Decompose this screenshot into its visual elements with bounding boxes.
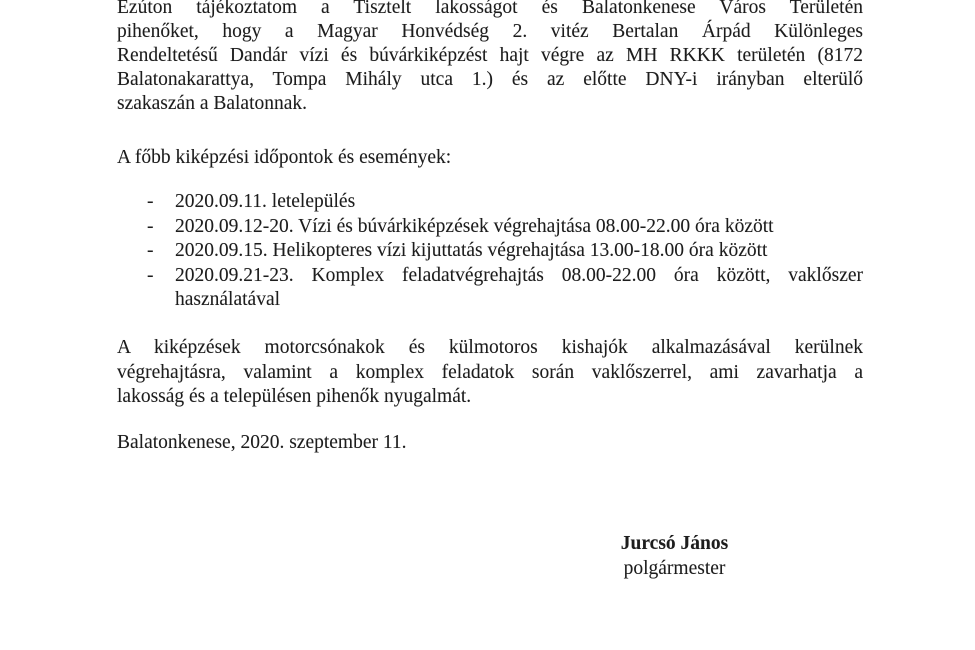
paragraph-line: végrehajtásra, valamint a komplex feladatok során vaklőszerrel, ami zavarhatja a: [117, 361, 863, 383]
paragraph-line: lakosság és a településen pihenők nyugalmát.: [117, 386, 472, 407]
schedule-item-text: használatával: [175, 289, 281, 310]
dateline: Balatonkenese, 2020. szeptember 11.: [117, 432, 407, 453]
paragraph-line: Balatonakarattya, Tompa Mihály utca 1.) és az előtte DNY-i irányban elterülő: [117, 69, 863, 90]
schedule-item-text: 2020.09.11. letelepülés: [175, 191, 356, 212]
signature-name: Jurcsó János: [620, 533, 729, 554]
paragraph-line: Ezúton tájékoztatom a Tisztelt lakosságot és Balatonkenese Város Területén: [117, 0, 863, 18]
paragraph-line: Rendeltetésű Dandár vízi és búvárkiképzést hajt végre az MH RKKK területén (8172: [117, 45, 863, 66]
dash-bullet: -: [147, 240, 154, 261]
paragraph-line: szakaszán a Balatonnak.: [117, 93, 308, 114]
dash-bullet: -: [147, 191, 154, 212]
schedule-item: [117, 239, 863, 264]
schedule-item: [117, 264, 863, 313]
paragraph-line: A kiképzések motorcsónakok és külmotoros kishajók alkalmazásával kerülnek: [117, 337, 863, 358]
schedule-item-text: 2020.09.15. Helikopteres vízi kijuttatás végrehajtása 13.00-18.00 óra között: [175, 240, 768, 261]
signature-title: polgármester: [623, 558, 726, 579]
schedule-item-text: 2020.09.12-20. Vízi és búvárkiképzések végrehajtása 08.00-22.00 óra között: [175, 215, 774, 237]
schedule-list: [117, 190, 863, 313]
closing-paragraph: [117, 336, 863, 410]
schedule-item-text: 2020.09.21-23. Komplex feladatvégrehajtás 08.00-22.00 óra között, vaklőszer: [175, 264, 863, 286]
schedule-item: [117, 190, 863, 215]
dash-bullet: -: [147, 264, 154, 286]
dash-bullet: -: [147, 215, 154, 237]
schedule-item: [117, 215, 863, 240]
signature-block: [582, 531, 767, 581]
intro-paragraph: [117, 0, 863, 116]
paragraph-line: pihenőket, hogy a Magyar Honvédség 2. vitéz Bertalan Árpád Különleges: [117, 21, 863, 42]
schedule-heading: A főbb kiképzési időpontok és események:: [117, 147, 452, 168]
